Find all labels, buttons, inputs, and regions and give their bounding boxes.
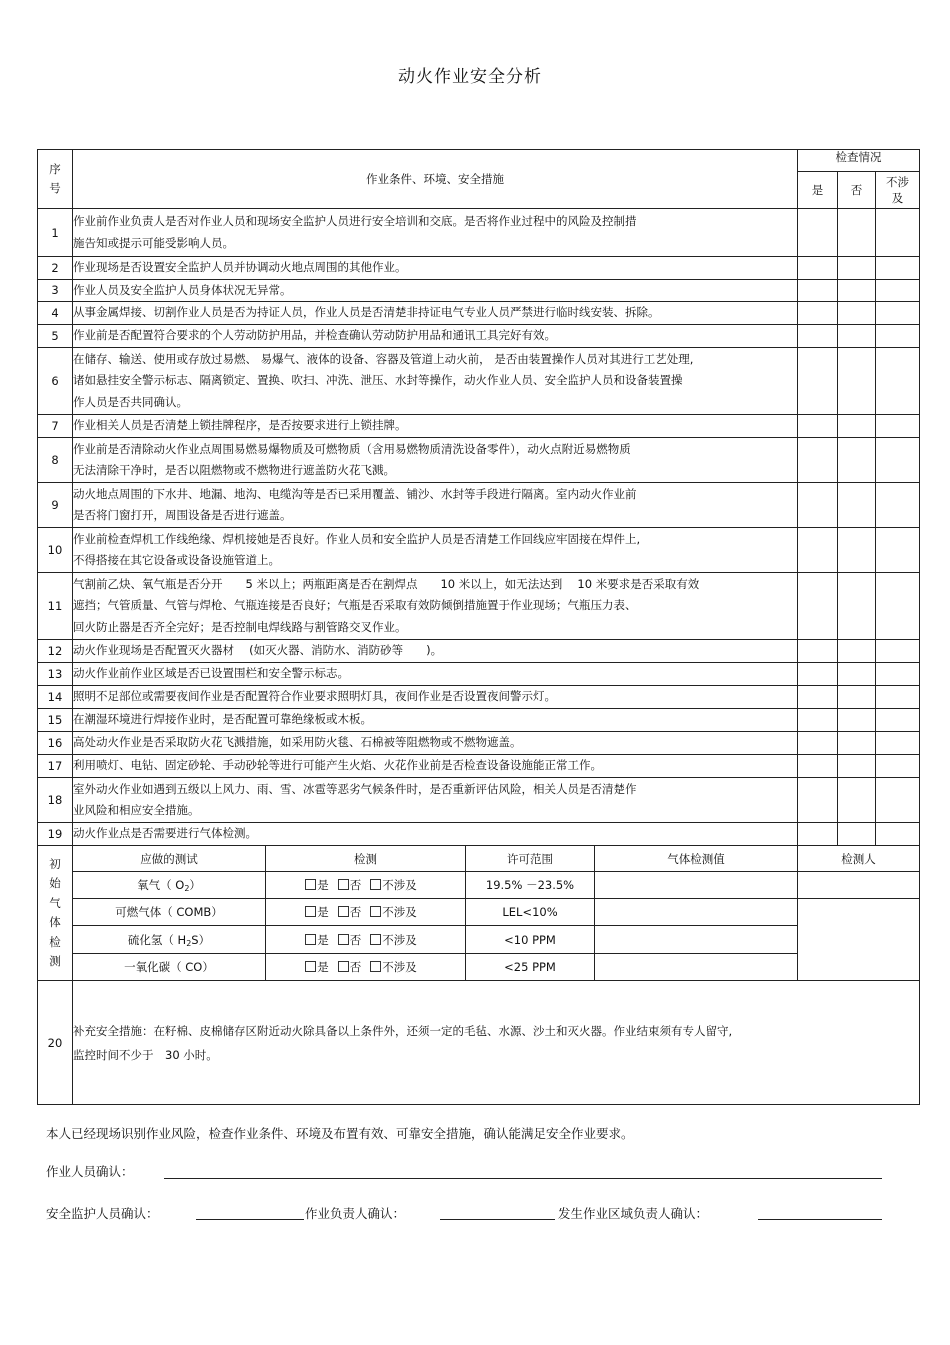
header-no: 否 [838,172,876,209]
area-confirm-label: 发生作业区域负责人确认： [558,1206,709,1221]
check-cell-no[interactable] [838,778,876,823]
gas-header-tester: 检测人 [798,846,920,872]
check-cell-no[interactable] [838,823,876,846]
checklist-row [38,573,920,640]
check-cell-no[interactable] [838,686,876,709]
gas-row [38,954,920,981]
gas-range: <25 PPM [466,954,595,981]
item-text-line: 照明不足部位或需要夜间作业是否配置符合作业要求照明灯具，夜间作业是否设置夜间警示灯。 [73,689,556,704]
check-cell-no[interactable] [838,415,876,438]
detect-option-label: 是 [317,878,329,892]
gas-range: 19.5% －23.5% [466,872,595,899]
item-text-line: 作业前检查焊机工作线绝缘、焊机接她是否良好。作业人员和安全监护人员是否清楚工作回线应牢固接在焊件上, [73,531,641,546]
detect-option[interactable] [370,959,417,975]
gas-row [38,926,920,954]
checklist-row [38,732,920,755]
item-text-line: 动火地点周围的下水井、地漏、地沟、电缆沟等是否已采用覆盖、铺沙、水封等手段进行隔离。室内动火作业前 [73,486,637,501]
check-cell-yes[interactable] [798,755,838,778]
check-cell-no[interactable] [838,325,876,348]
check-cell-yes[interactable] [798,483,838,528]
gas-section-char: 体 [49,915,61,929]
detect-option-label: 不涉及 [382,878,417,892]
gas-tester-cell[interactable] [798,872,920,899]
checklist-row [38,778,920,823]
checklist-row [38,686,920,709]
item-text-line: 诸如悬挂安全警示标志、隔离锁定、置换、吹扫、冲洗、泄压、水封等操作，动火作业人员、安全监护人员和设备装置操 [73,373,683,388]
gas-value-cell[interactable] [595,954,798,981]
checkbox-icon[interactable] [305,906,316,917]
item-number: 5 [38,325,73,348]
supplement-row [38,981,920,1105]
leader-signature-line[interactable] [440,1218,555,1220]
confirmation-statement: 本人已经现场识别作业风险，检查作业条件、环境及布置有效、可靠安全措施，确认能满足安全作业要求。 [46,1126,634,1141]
supplement-text-line: 监控时间不少于 30 小时。 [73,1047,218,1062]
gas-name-main: 可燃气体（ COMB） [115,905,223,919]
item-text-line: 从事金属焊接、切割作业人员是否为持证人员，作业人员是否清楚非持证电气专业人员严禁进行临时线安装、拆除。 [73,305,660,320]
item-description [73,528,798,573]
checkbox-icon[interactable] [338,961,349,972]
checklist-row [38,483,920,528]
gas-name [73,872,266,899]
header-not-applicable: 不涉 及 [876,172,920,209]
check-cell-no[interactable] [838,279,876,302]
gas-header-detect: 检测 [266,846,466,872]
check-cell-yes[interactable] [798,778,838,823]
check-cell-na[interactable] [876,325,920,348]
checkbox-icon[interactable] [370,961,381,972]
detect-option[interactable] [338,959,362,975]
item-number: 8 [38,438,73,483]
checkbox-icon[interactable] [305,934,316,945]
item-number: 12 [38,640,73,663]
item-number: 16 [38,732,73,755]
item-text-line: 作业现场是否设置安全监护人员并协调动火地点周围的其他作业。 [73,260,407,274]
check-cell-yes[interactable] [798,279,838,302]
detect-option[interactable] [305,877,329,893]
check-cell-no[interactable] [838,483,876,528]
gas-name [73,926,266,954]
check-cell-no[interactable] [838,755,876,778]
item-text-line: 是否将门窗打开，周围设备是否进行遮盖。 [73,508,292,522]
item-description [73,415,798,438]
check-cell-na[interactable] [876,415,920,438]
check-cell-na[interactable] [876,438,920,483]
item-text-line: 在潮湿环境进行焊接作业时，是否配置可靠绝缘板或木板。 [73,712,372,727]
gas-detect-options [266,926,466,954]
detect-option-label: 不涉及 [382,905,417,919]
check-cell-na[interactable] [876,209,920,257]
detect-option-label: 否 [349,905,362,919]
check-cell-yes[interactable] [798,709,838,732]
item-description [73,325,798,348]
item-description [73,663,798,686]
gas-section-char: 检 [49,934,61,949]
detect-option[interactable] [370,877,417,893]
item-text-line: 施告知或提示可能受影响人员。 [73,235,234,250]
check-cell-yes[interactable] [798,732,838,755]
item-number: 11 [38,573,73,640]
gas-row [38,872,920,899]
item-description [73,348,798,415]
detect-option-label: 是 [317,960,329,974]
checklist-row [38,302,920,325]
item-text-line: 作业人员及安全监护人员身体状况无异常。 [73,282,292,297]
checkbox-icon[interactable] [370,906,381,917]
check-cell-no[interactable] [838,209,876,257]
item-number: 3 [38,279,73,302]
item-number: 17 [38,755,73,778]
item-description [73,209,798,257]
header-seq: 序 号 [38,150,73,209]
check-cell-no[interactable] [838,348,876,415]
item-description [73,686,798,709]
item-text-line: 回火防止器是否齐全完好；是否控制电焊线路与割管路交叉作业。 [73,619,407,634]
check-cell-yes[interactable] [798,348,838,415]
check-cell-na[interactable] [876,257,920,280]
check-cell-no[interactable] [838,732,876,755]
item-text-line: 作业前是否清除动火作业点周围易燃易爆物质及可燃物质（含用易燃物质清洗设备零件），动火点附近易燃物质 [73,441,631,456]
detect-option[interactable] [305,932,329,948]
check-cell-no[interactable] [838,709,876,732]
check-cell-yes[interactable] [798,823,838,846]
checklist-row [38,438,920,483]
item-text-line: 无法清除干净时，是否以阻燃物或不燃物进行遮盖防火花飞溅。 [73,463,395,477]
gas-name-suffix: ） [189,878,201,892]
check-cell-na[interactable] [876,640,920,663]
item-description [73,709,798,732]
gas-name-subscript: 2 [186,938,192,948]
gas-name-main: 一氧化碳（ CO） [124,960,214,974]
item-description [73,438,798,483]
gas-name-main: 硫化氢（ H [127,932,187,947]
monitor-signature-line[interactable] [196,1218,304,1220]
worker-signature-line[interactable] [164,1177,882,1179]
gas-range: LEL<10% [466,899,595,926]
monitor-confirm-label: 安全监护人员确认： [46,1206,159,1221]
checklist-row [38,325,920,348]
checkbox-icon[interactable] [338,934,349,945]
detect-option-label: 不涉及 [382,932,417,947]
detect-option[interactable] [338,904,362,920]
gas-detect-options [266,872,466,899]
item-text-line: 室外动火作业如遇到五级以上风力、雨、雪、冰雹等恶劣气候条件时，是否重新评估风险，相关人员是否清楚作 [73,781,637,796]
item-number: 18 [38,778,73,823]
check-cell-yes[interactable] [798,686,838,709]
item-description [73,755,798,778]
supplement-measures [73,981,920,1105]
check-cell-na[interactable] [876,483,920,528]
item-description [73,573,798,640]
gas-name [73,954,266,981]
item-description [73,257,798,280]
check-cell-na[interactable] [876,778,920,823]
supplement-text-line: 补充安全措施：在籽棉、皮棉储存区附近动火除具备以上条件外，还须一定的毛毡、水源、沙土和灭火器。作业结束须有专人留守, [73,1023,733,1038]
item-description [73,279,798,302]
check-cell-yes[interactable] [798,302,838,325]
detect-option[interactable] [370,932,417,948]
check-cell-yes[interactable] [798,663,838,686]
area-signature-line[interactable] [758,1218,882,1220]
gas-header-value: 气体检测值 [595,846,798,872]
item-text-line: 动火作业点是否需要进行气体检测。 [73,826,257,841]
check-cell-na[interactable] [876,348,920,415]
item-description [73,823,798,846]
item-number: 10 [38,528,73,573]
check-cell-yes[interactable] [798,325,838,348]
checkbox-icon[interactable] [370,879,381,890]
leader-confirm-label: 作业负责人确认： [305,1206,406,1221]
item-text-line: 利用喷灯、电钻、固定砂轮、手动砂轮等进行可能产生火焰、火花作业前是否检查设备设施能正常工作。 [73,758,602,773]
checklist-row [38,755,920,778]
check-cell-na[interactable] [876,732,920,755]
gas-section-char: 测 [49,954,61,968]
check-cell-yes[interactable] [798,640,838,663]
item-text-line: 作业前是否配置符合要求的个人劳动防护用品，并检查确认劳动防护用品和通讯工具完好有效。 [73,328,556,343]
checklist-row [38,528,920,573]
check-cell-na[interactable] [876,302,920,325]
checkbox-icon[interactable] [338,906,349,917]
check-cell-na[interactable] [876,686,920,709]
checkbox-icon[interactable] [338,879,349,890]
item-description [73,640,798,663]
item-number: 15 [38,709,73,732]
safety-analysis-table [37,149,920,1105]
item-number: 4 [38,302,73,325]
checklist-row [38,709,920,732]
item-text-line: 作业前作业负责人是否对作业人员和现场安全监护人员进行安全培训和交底。是否将作业过程中的风险及控制措 [73,214,637,228]
item-text-line: 动火作业前作业区域是否已设置围栏和安全警示标志。 [73,666,349,681]
gas-value-cell[interactable] [595,926,798,954]
gas-tester-cell[interactable] [798,899,920,981]
check-cell-yes[interactable] [798,528,838,573]
item-number: 6 [38,348,73,415]
item-text-line: 业风险和相应安全措施。 [73,803,200,817]
check-cell-yes[interactable] [798,573,838,640]
item-number: 19 [38,823,73,846]
check-cell-no[interactable] [838,257,876,280]
page-title: 动火作业安全分析 [398,67,542,87]
check-cell-no[interactable] [838,640,876,663]
item-number: 14 [38,686,73,709]
gas-name-main: 氧气（ O [137,878,185,892]
item-description [73,302,798,325]
gas-detect-options [266,899,466,926]
gas-section-char: 气 [49,895,61,910]
worker-confirm-label: 作业人员确认： [46,1164,134,1179]
check-cell-na[interactable] [876,528,920,573]
check-cell-no[interactable] [838,663,876,686]
checklist-row [38,209,920,257]
check-cell-yes[interactable] [798,415,838,438]
checkbox-icon[interactable] [305,879,316,890]
item-number: 20 [38,981,73,1105]
checklist-row [38,823,920,846]
check-cell-na[interactable] [876,755,920,778]
check-cell-na[interactable] [876,663,920,686]
detect-option[interactable] [305,959,329,975]
item-number: 2 [38,257,73,280]
gas-row [38,899,920,926]
check-cell-no[interactable] [838,573,876,640]
check-cell-yes[interactable] [798,257,838,280]
gas-range: <10 PPM [466,926,595,954]
detect-option-label: 否 [349,878,362,892]
item-text-line: 不得搭接在其它设备或设备设施管道上。 [73,553,280,567]
gas-section-char: 始 [49,876,61,890]
check-cell-no[interactable] [838,302,876,325]
detect-option-label: 否 [349,960,362,974]
gas-name [73,899,266,926]
gas-detect-options [266,954,466,981]
item-number: 9 [38,483,73,528]
checklist-row [38,279,920,302]
checkbox-icon[interactable] [370,934,381,945]
check-cell-na[interactable] [876,709,920,732]
detect-option[interactable] [370,904,417,920]
item-description [73,778,798,823]
detect-option[interactable] [338,877,362,893]
gas-header-range: 许可范围 [466,846,595,872]
detect-option-label: 是 [317,905,329,919]
checklist-row [38,640,920,663]
check-cell-yes[interactable] [798,209,838,257]
detect-option-label: 不涉及 [382,960,417,974]
gas-value-cell[interactable] [595,899,798,926]
item-description [73,732,798,755]
header-yes: 是 [798,172,838,209]
checklist-row [38,663,920,686]
check-cell-na[interactable] [876,279,920,302]
checklist-row [38,257,920,280]
item-description [73,483,798,528]
checkbox-icon[interactable] [305,961,316,972]
check-cell-na[interactable] [876,573,920,640]
detect-option-label: 否 [349,932,362,947]
header-conditions: 作业条件、环境、安全措施 [73,150,798,209]
check-cell-no[interactable] [838,438,876,483]
check-cell-na[interactable] [876,823,920,846]
checklist-row [38,415,920,438]
item-number: 13 [38,663,73,686]
gas-section-label [38,846,73,981]
gas-name-suffix: S） [191,932,211,947]
checklist-row [38,348,920,415]
detect-option[interactable] [305,904,329,920]
item-text-line: 在储存、输送、使用或存放过易燃、 易爆气、液体的设备、容器及管道上动火前， 是否由装置操作人员对其进行工艺处理, [73,351,694,366]
header-check: 检查情况 [798,150,920,172]
check-cell-no[interactable] [838,528,876,573]
gas-header-test: 应做的测试 [73,846,266,872]
gas-header-row [38,846,920,872]
item-text-line: 高处动火作业是否采取防火花飞溅措施，如采用防火毯、石棉被等阻燃物或不燃物遮盖。 [73,735,522,750]
detect-option[interactable] [338,932,362,948]
item-text-line: 遮挡；气管质量、气管与焊枪、气瓶连接是否良好；气瓶是否采取有效防倾倒措施置于作业现场；气瓶压力表、 [73,598,637,613]
item-text-line: 动火作业现场是否配置灭火器材 (如灭火器、消防水、消防砂等 )。 [73,643,443,658]
gas-value-cell[interactable] [595,872,798,899]
gas-section-char: 初 [49,856,61,871]
item-text-line: 气割前乙炔、氧气瓶是否分开 5 米以上；两瓶距离是否在割焊点 10 米以上，如无法达到 10 米要求是否采取有效 [73,576,700,591]
item-text-line: 作人员是否共同确认。 [73,394,188,409]
check-cell-yes[interactable] [798,438,838,483]
detect-option-label: 是 [317,932,329,947]
item-number: 1 [38,209,73,257]
item-number: 7 [38,415,73,438]
gas-name-subscript: 2 [184,884,190,893]
item-text-line: 作业相关人员是否清楚上锁挂牌程序，是否按要求进行上锁挂牌。 [73,418,407,433]
